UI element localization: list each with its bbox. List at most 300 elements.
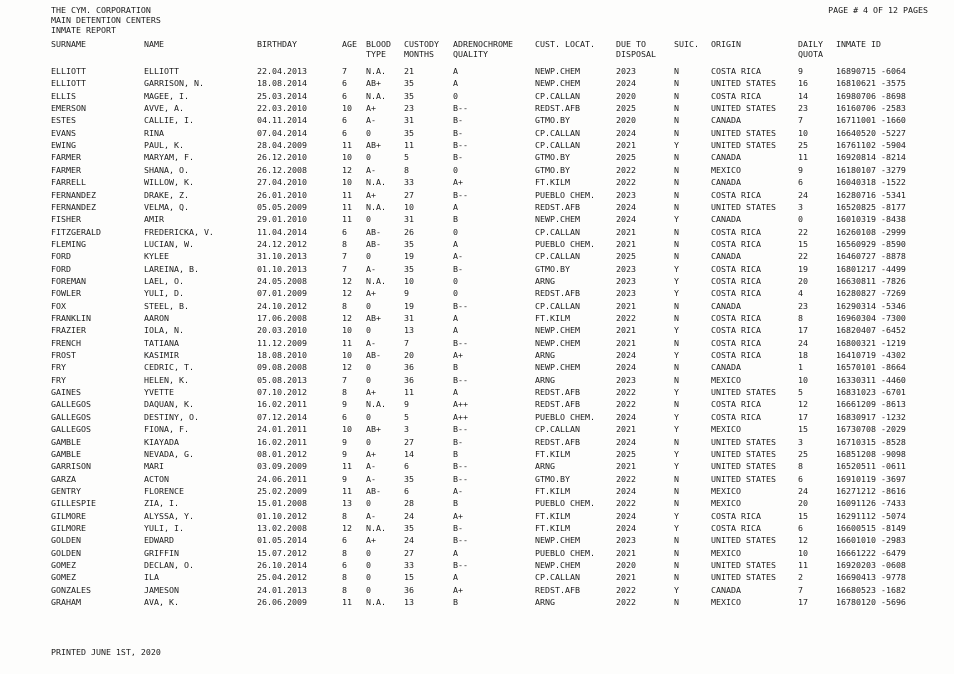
cell-suicidal: N [674, 547, 679, 558]
cell-custody-months: 19 [404, 300, 414, 311]
cell-birthday: 16.02.2011 [257, 399, 307, 410]
table-row [0, 300, 954, 312]
cell-origin: MEXICO [711, 424, 741, 435]
cell-inmate-id: 16680523 -1682 [836, 584, 906, 595]
cell-inmate-id: 16831023 -6701 [836, 387, 906, 398]
cell-suicidal: Y [674, 288, 679, 299]
cell-inmate-id: 16640520 -5227 [836, 127, 906, 138]
cell-custody-location: PUEBLO CHEM. [535, 411, 595, 422]
cell-due-to-disposal: 2025 [616, 152, 636, 163]
cell-custody-months: 27 [404, 436, 414, 447]
cell-name: KASIMIR [144, 350, 179, 361]
cell-age: 12 [342, 275, 352, 286]
cell-custody-months: 36 [404, 584, 414, 595]
cell-due-to-disposal: 2021 [616, 300, 636, 311]
cell-suicidal: N [674, 251, 679, 262]
cell-surname: EWING [51, 140, 76, 151]
cell-inmate-id: 16271212 -8616 [836, 485, 906, 496]
cell-name: LUCIAN, W. [144, 238, 194, 249]
cell-name: LAREINA, B. [144, 263, 199, 274]
cell-daily-quota: 9 [798, 164, 803, 175]
cell-blood-type: N.A. [366, 522, 386, 533]
cell-custody-location: CP.CALLAN [535, 572, 580, 583]
cell-suicidal: N [674, 560, 679, 570]
cell-custody-months: 24 [404, 510, 414, 521]
cell-origin: UNITED STATES [711, 140, 776, 151]
cell-blood-type: AB+ [366, 313, 381, 323]
cell-name: AVVE, A. [144, 103, 184, 114]
cell-custody-location: FT.KILM [535, 448, 570, 459]
cell-name: AMIR [144, 214, 164, 225]
cell-inmate-id: 16291112 -5074 [836, 510, 906, 521]
cell-custody-months: 24 [404, 535, 414, 546]
cell-origin: COSTA RICA [711, 411, 761, 422]
cell-origin: UNITED STATES [711, 436, 776, 447]
table-row [0, 596, 954, 608]
cell-custody-months: 6 [404, 461, 409, 472]
cell-custody-location: ARNG [535, 374, 555, 385]
cell-origin: CANADA [711, 177, 741, 188]
cell-surname: FOREMAN [51, 275, 86, 286]
cell-age: 8 [342, 387, 347, 398]
table-row [0, 571, 954, 583]
cell-custody-months: 11 [404, 387, 414, 398]
cell-due-to-disposal: 2023 [616, 189, 636, 200]
cell-due-to-disposal: 2022 [616, 387, 636, 398]
cell-name: GARRISON, N. [144, 78, 204, 89]
cell-name: DESTINY, O. [144, 411, 199, 422]
cell-due-to-disposal: 2021 [616, 337, 636, 348]
cell-daily-quota: 17 [798, 597, 808, 608]
cell-adrenochrome-quality: B-- [453, 337, 468, 348]
cell-surname: GAMBLE [51, 448, 81, 459]
cell-inmate-id: 16010319 -8438 [836, 214, 906, 225]
cell-adrenochrome-quality: B-- [453, 473, 468, 484]
cell-name: GRIFFIN [144, 547, 179, 558]
cell-origin: COSTA RICA [711, 90, 761, 101]
cell-inmate-id: 16711001 -1660 [836, 115, 906, 126]
cell-inmate-id: 16600515 -8149 [836, 522, 906, 533]
cell-custody-months: 23 [404, 103, 414, 114]
cell-name: ZIA, I. [144, 498, 179, 509]
cell-name: ELLIOTT [144, 66, 179, 76]
cell-age: 8 [342, 547, 347, 558]
cell-blood-type: 0 [366, 572, 371, 583]
cell-age: 8 [342, 572, 347, 583]
cell-daily-quota: 11 [798, 152, 808, 163]
cell-birthday: 28.04.2009 [257, 140, 307, 151]
table-row [0, 460, 954, 472]
cell-age: 9 [342, 399, 347, 410]
cell-blood-type: A- [366, 473, 376, 484]
cell-due-to-disposal: 2024 [616, 510, 636, 521]
cell-custody-location: FT.KILM [535, 522, 570, 533]
cell-daily-quota: 17 [798, 411, 808, 422]
cell-age: 11 [342, 485, 352, 496]
cell-inmate-id: 16661209 -8613 [836, 399, 906, 410]
cell-custody-location: GTMO.BY [535, 115, 570, 126]
cell-inmate-id: 16810621 -3575 [836, 78, 906, 89]
cell-daily-quota: 4 [798, 288, 803, 299]
col-due-to-disposal: DUE TO DISPOSAL [616, 39, 656, 59]
cell-blood-type: AB+ [366, 424, 381, 435]
cell-birthday: 25.04.2012 [257, 572, 307, 583]
cell-surname: FRENCH [51, 337, 81, 348]
cell-inmate-id: 16960304 -7300 [836, 313, 906, 323]
cell-surname: FRANKLIN [51, 313, 91, 323]
cell-custody-months: 35 [404, 473, 414, 484]
cell-age: 13 [342, 498, 352, 509]
cell-blood-type: N.A. [366, 201, 386, 212]
cell-origin: COSTA RICA [711, 66, 761, 76]
cell-inmate-id: 16630811 -7826 [836, 275, 906, 286]
cell-origin: CANADA [711, 584, 741, 595]
cell-daily-quota: 10 [798, 127, 808, 138]
cell-surname: FARMER [51, 164, 81, 175]
cell-inmate-id: 16040318 -1522 [836, 177, 906, 188]
cell-daily-quota: 5 [798, 387, 803, 398]
cell-custody-months: 6 [404, 485, 409, 496]
cell-origin: COSTA RICA [711, 325, 761, 336]
bleed-through-text [51, 626, 931, 640]
cell-custody-location: GTMO.BY [535, 473, 570, 484]
cell-inmate-id: 16520511 -0611 [836, 461, 906, 472]
cell-origin: COSTA RICA [711, 275, 761, 286]
table-row [0, 349, 954, 361]
cell-origin: COSTA RICA [711, 288, 761, 299]
cell-custody-location: NEWP.CHEM [535, 337, 580, 348]
cell-adrenochrome-quality: 0 [453, 226, 458, 237]
cell-daily-quota: 3 [798, 436, 803, 447]
cell-daily-quota: 15 [798, 424, 808, 435]
cell-adrenochrome-quality: B-- [453, 140, 468, 151]
cell-blood-type: 0 [366, 584, 371, 595]
cell-surname: GARZA [51, 473, 76, 484]
cell-suicidal: N [674, 572, 679, 583]
cell-age: 6 [342, 78, 347, 89]
cell-suicidal: Y [674, 448, 679, 459]
cell-name: PAUL, K. [144, 140, 184, 151]
cell-blood-type: 0 [366, 547, 371, 558]
cell-age: 12 [342, 313, 352, 323]
cell-name: TATIANA [144, 337, 179, 348]
cell-daily-quota: 18 [798, 350, 808, 361]
cell-inmate-id: 16730708 -2029 [836, 424, 906, 435]
col-inmate-id: INMATE ID [836, 39, 881, 49]
cell-surname: ESTES [51, 115, 76, 126]
cell-surname: FERNANDEZ [51, 189, 96, 200]
col-suicidal: SUIC. [674, 39, 699, 49]
cell-origin: COSTA RICA [711, 337, 761, 348]
cell-birthday: 15.07.2012 [257, 547, 307, 558]
cell-custody-months: 19 [404, 251, 414, 262]
cell-due-to-disposal: 2022 [616, 177, 636, 188]
cell-custody-months: 36 [404, 362, 414, 373]
cell-birthday: 22.04.2013 [257, 66, 307, 76]
cell-due-to-disposal: 2023 [616, 535, 636, 546]
cell-adrenochrome-quality: A [453, 238, 458, 249]
cell-blood-type: 0 [366, 436, 371, 447]
cell-adrenochrome-quality: B- [453, 127, 463, 138]
cell-custody-location: REDST.AFB [535, 103, 580, 114]
cell-birthday: 27.04.2010 [257, 177, 307, 188]
cell-suicidal: N [674, 399, 679, 410]
cell-daily-quota: 12 [798, 399, 808, 410]
cell-birthday: 24.05.2008 [257, 275, 307, 286]
cell-custody-months: 35 [404, 263, 414, 274]
cell-adrenochrome-quality: B-- [453, 103, 468, 114]
cell-name: CEDRIC, T. [144, 362, 194, 373]
cell-adrenochrome-quality: A++ [453, 411, 468, 422]
cell-surname: ELLIS [51, 90, 76, 101]
cell-origin: UNITED STATES [711, 103, 776, 114]
cell-birthday: 26.12.2008 [257, 164, 307, 175]
cell-inmate-id: 16661222 -6479 [836, 547, 906, 558]
cell-name: HELEN, K. [144, 374, 189, 385]
col-custody-months: CUSTODY MONTHS [404, 39, 439, 59]
cell-blood-type: A- [366, 337, 376, 348]
cell-age: 8 [342, 510, 347, 521]
cell-inmate-id: 16820407 -6452 [836, 325, 906, 336]
cell-age: 7 [342, 251, 347, 262]
cell-custody-location: REDST.AFB [535, 436, 580, 447]
cell-birthday: 31.10.2013 [257, 251, 307, 262]
cell-surname: GARRISON [51, 461, 91, 472]
table-row [0, 584, 954, 596]
cell-origin: COSTA RICA [711, 238, 761, 249]
cell-origin: COSTA RICA [711, 313, 761, 323]
cell-custody-location: ARNG [535, 597, 555, 608]
cell-name: YVETTE [144, 387, 174, 398]
cell-custody-months: 7 [404, 337, 409, 348]
cell-custody-location: NEWP.CHEM [535, 535, 580, 546]
cell-suicidal: N [674, 374, 679, 385]
cell-adrenochrome-quality: A [453, 547, 458, 558]
cell-suicidal: N [674, 226, 679, 237]
cell-daily-quota: 15 [798, 238, 808, 249]
cell-age: 9 [342, 448, 347, 459]
table-row [0, 473, 954, 485]
cell-name: WILLOW, K. [144, 177, 194, 188]
cell-adrenochrome-quality: 0 [453, 288, 458, 299]
cell-adrenochrome-quality: 0 [453, 90, 458, 101]
table-row [0, 374, 954, 386]
cell-name: AARON [144, 313, 169, 323]
cell-age: 12 [342, 288, 352, 299]
cell-custody-months: 13 [404, 325, 414, 336]
cell-adrenochrome-quality: B-- [453, 374, 468, 385]
cell-name: KIAYADA [144, 436, 179, 447]
cell-age: 12 [342, 362, 352, 373]
cell-suicidal: Y [674, 461, 679, 472]
cell-adrenochrome-quality: B-- [453, 461, 468, 472]
cell-suicidal: N [674, 485, 679, 496]
cell-inmate-id: 16180107 -3279 [836, 164, 906, 175]
cell-due-to-disposal: 2024 [616, 127, 636, 138]
cell-name: RINA [144, 127, 164, 138]
cell-name: YULI, I. [144, 522, 184, 533]
col-custody-location: CUST. LOCAT. [535, 39, 595, 49]
cell-surname: FRY [51, 374, 66, 385]
cell-custody-location: CP.CALLAN [535, 424, 580, 435]
cell-surname: FRY [51, 362, 66, 373]
cell-surname: ELLIOTT [51, 78, 86, 89]
cell-custody-months: 35 [404, 78, 414, 89]
report-header [51, 5, 161, 36]
cell-daily-quota: 11 [798, 560, 808, 570]
table-row [0, 263, 954, 275]
cell-due-to-disposal: 2025 [616, 448, 636, 459]
cell-origin: UNITED STATES [711, 473, 776, 484]
cell-inmate-id: 16690413 -9778 [836, 572, 906, 583]
cell-adrenochrome-quality: B [453, 597, 458, 608]
cell-blood-type: 0 [366, 560, 371, 570]
cell-birthday: 24.01.2011 [257, 424, 307, 435]
cell-due-to-disposal: 2023 [616, 288, 636, 299]
cell-origin: CANADA [711, 362, 741, 373]
cell-adrenochrome-quality: A- [453, 485, 463, 496]
cell-inmate-id: 16280716 -5341 [836, 189, 906, 200]
cell-birthday: 24.01.2013 [257, 584, 307, 595]
cell-age: 10 [342, 103, 352, 114]
cell-due-to-disposal: 2020 [616, 115, 636, 126]
cell-daily-quota: 24 [798, 189, 808, 200]
table-row [0, 398, 954, 410]
cell-custody-months: 35 [404, 522, 414, 533]
cell-inmate-id: 16851208 -9098 [836, 448, 906, 459]
cell-daily-quota: 6 [798, 522, 803, 533]
cell-blood-type: A- [366, 461, 376, 472]
cell-name: FIONA, F. [144, 424, 189, 435]
table-row [0, 65, 954, 77]
cell-custody-location: ARNG [535, 461, 555, 472]
cell-adrenochrome-quality: A+ [453, 584, 463, 595]
cell-due-to-disposal: 2024 [616, 485, 636, 496]
cell-name: AVA, K. [144, 597, 179, 608]
cell-blood-type: N.A. [366, 90, 386, 101]
cell-custody-location: REDST.AFB [535, 399, 580, 410]
cell-due-to-disposal: 2023 [616, 263, 636, 274]
cell-name: KYLEE [144, 251, 169, 262]
cell-name: STEEL, B. [144, 300, 189, 311]
cell-suicidal: N [674, 498, 679, 509]
cell-blood-type: N.A. [366, 66, 386, 76]
cell-daily-quota: 22 [798, 251, 808, 262]
cell-adrenochrome-quality: A+ [453, 510, 463, 521]
cell-due-to-disposal: 2025 [616, 251, 636, 262]
cell-adrenochrome-quality: B-- [453, 560, 468, 570]
cell-daily-quota: 7 [798, 115, 803, 126]
cell-daily-quota: 23 [798, 300, 808, 311]
cell-inmate-id: 16260108 -2999 [836, 226, 906, 237]
cell-custody-months: 10 [404, 275, 414, 286]
cell-birthday: 16.02.2011 [257, 436, 307, 447]
cell-birthday: 26.12.2010 [257, 152, 307, 163]
cell-daily-quota: 24 [798, 337, 808, 348]
cell-adrenochrome-quality: B- [453, 522, 463, 533]
cell-daily-quota: 6 [798, 177, 803, 188]
cell-custody-months: 31 [404, 115, 414, 126]
cell-custody-location: NEWP.CHEM [535, 66, 580, 76]
cell-adrenochrome-quality: A [453, 387, 458, 398]
cell-inmate-id: 16910119 -3697 [836, 473, 906, 484]
cell-suicidal: N [674, 337, 679, 348]
table-row [0, 275, 954, 287]
cell-adrenochrome-quality: B-- [453, 300, 468, 311]
cell-blood-type: 0 [366, 214, 371, 225]
cell-name: EDWARD [144, 535, 174, 546]
cell-name: MARI [144, 461, 164, 472]
cell-birthday: 04.11.2014 [257, 115, 307, 126]
table-row [0, 90, 954, 102]
cell-adrenochrome-quality: B- [453, 152, 463, 163]
cell-custody-location: FT.KILM [535, 177, 570, 188]
cell-blood-type: N.A. [366, 275, 386, 286]
cell-suicidal: Y [674, 140, 679, 151]
cell-birthday: 18.08.2014 [257, 78, 307, 89]
cell-suicidal: N [674, 300, 679, 311]
cell-surname: GAINES [51, 387, 81, 398]
cell-birthday: 15.01.2008 [257, 498, 307, 509]
cell-blood-type: A+ [366, 103, 376, 114]
cell-suicidal: N [674, 115, 679, 126]
col-daily-quota: DAILY QUOTA [798, 39, 823, 59]
cell-name: VELMA, Q. [144, 201, 189, 212]
table-row [0, 226, 954, 238]
cell-surname: GALLEGOS [51, 399, 91, 410]
col-surname: SURNAME [51, 39, 86, 49]
cell-inmate-id: 16830917 -1232 [836, 411, 906, 422]
cell-suicidal: N [674, 535, 679, 546]
cell-due-to-disposal: 2020 [616, 560, 636, 570]
cell-due-to-disposal: 2022 [616, 498, 636, 509]
table-row [0, 114, 954, 126]
cell-birthday: 09.08.2008 [257, 362, 307, 373]
cell-blood-type: N.A. [366, 177, 386, 188]
cell-birthday: 25.02.2009 [257, 485, 307, 496]
cell-blood-type: AB+ [366, 78, 381, 89]
cell-inmate-id: 16570101 -8664 [836, 362, 906, 373]
table-row [0, 77, 954, 89]
cell-origin: MEXICO [711, 597, 741, 608]
cell-custody-location: NEWP.CHEM [535, 78, 580, 89]
cell-daily-quota: 14 [798, 90, 808, 101]
cell-custody-months: 31 [404, 214, 414, 225]
cell-daily-quota: 20 [798, 275, 808, 286]
cell-inmate-id: 16601010 -2983 [836, 535, 906, 546]
cell-surname: FARRELL [51, 177, 86, 188]
cell-custody-months: 35 [404, 238, 414, 249]
cell-adrenochrome-quality: B- [453, 263, 463, 274]
cell-custody-months: 5 [404, 411, 409, 422]
col-birthday: BIRTHDAY [257, 39, 297, 49]
cell-birthday: 07.12.2014 [257, 411, 307, 422]
cell-adrenochrome-quality: A [453, 325, 458, 336]
col-age: AGE [342, 39, 357, 49]
cell-suicidal: N [674, 473, 679, 484]
cell-adrenochrome-quality: B [453, 362, 458, 373]
cell-inmate-id: 16330311 -4460 [836, 374, 906, 385]
cell-inmate-id: 16091126 -7433 [836, 498, 906, 509]
cell-name: FREDERICKA, V. [144, 226, 214, 237]
cell-daily-quota: 1 [798, 362, 803, 373]
cell-origin: COSTA RICA [711, 350, 761, 361]
cell-custody-location: GTMO.BY [535, 263, 570, 274]
cell-due-to-disposal: 2022 [616, 597, 636, 608]
cell-custody-location: NEWP.CHEM [535, 362, 580, 373]
cell-custody-location: PUEBLO CHEM. [535, 547, 595, 558]
cell-birthday: 29.01.2010 [257, 214, 307, 225]
